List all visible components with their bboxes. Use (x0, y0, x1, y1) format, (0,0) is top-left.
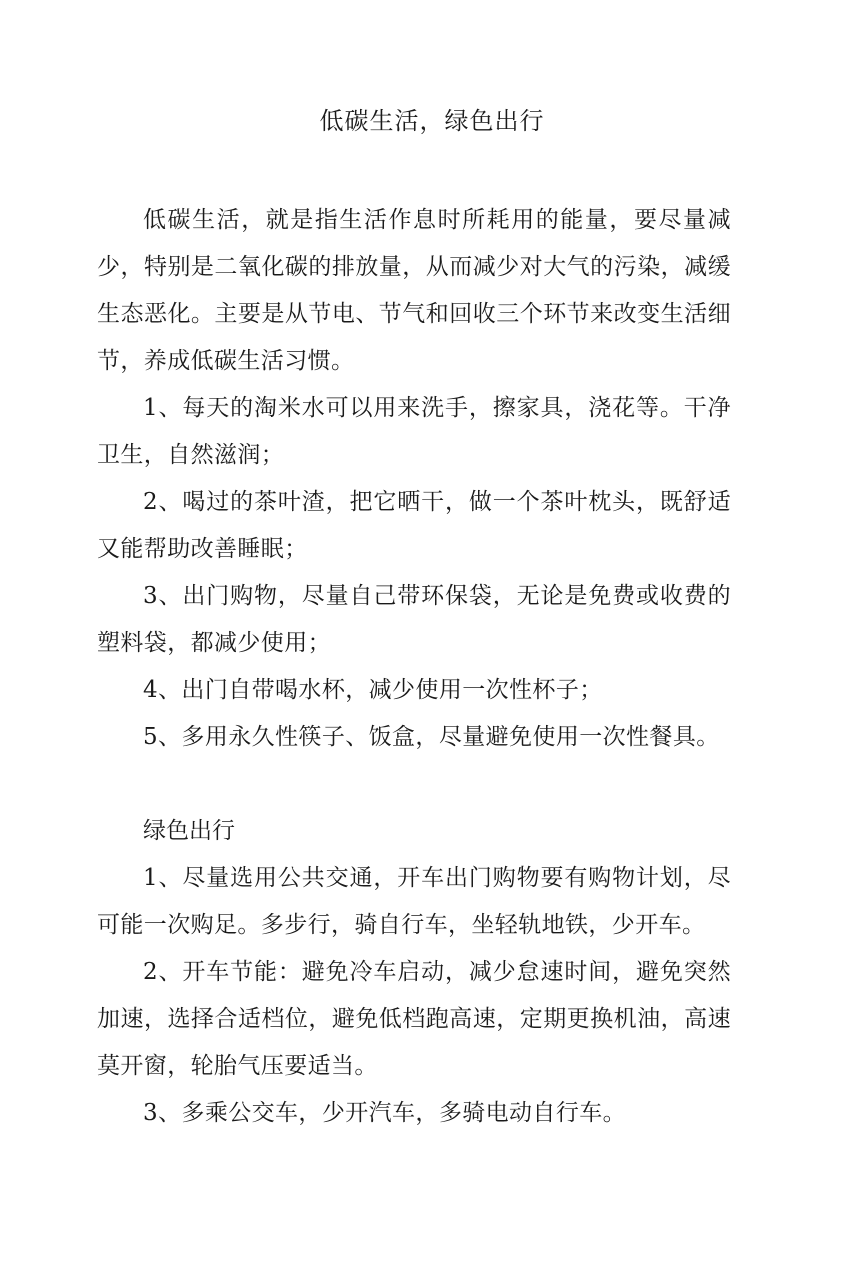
tip-paragraph: 1、尽量选用公共交通，开车出门购物要有购物计划，尽可能一次购足。多步行，骑自行车，坐轻轨地铁，少开车。 (97, 865, 731, 938)
document-body (97, 197, 731, 1137)
section-spacer (97, 761, 731, 808)
tip-paragraph: 3、多乘公交车，少开汽车，多骑电动自行车。 (143, 1100, 627, 1126)
intro-paragraph: 低碳生活，就是指生活作息时所耗用的能量，要尽量减少，特别是二氧化碳的排放量，从而减少对大气的污染，减缓生态恶化。主要是从节电、节气和回收三个环节来改变生活细节，养成低碳生活习惯。 (97, 207, 731, 374)
tip-paragraph: 5、多用永久性筷子、饭盒，尽量避免使用一次性餐具。 (143, 724, 720, 750)
tip-paragraph: 4、出门自带喝水杯，减少使用一次性杯子； (143, 677, 603, 703)
tip-paragraph: 2、喝过的茶叶渣，把它晒干，做一个茶叶枕头，既舒适又能帮助改善睡眠； (97, 489, 731, 562)
tip-paragraph: 3、出门购物，尽量自己带环保袋，无论是免费或收费的塑料袋，都减少使用； (97, 583, 731, 656)
document-title: 低碳生活，绿色出行 (319, 107, 545, 135)
section-heading: 绿色出行 (143, 818, 235, 844)
tip-paragraph: 2、开车节能：避免冷车启动，减少怠速时间，避免突然加速，选择合适档位，避免低档跑高速，定期更换机油，高速莫开窗，轮胎气压要适当。 (97, 959, 731, 1079)
tip-paragraph: 1、每天的淘米水可以用来洗手，擦家具，浇花等。干净卫生，自然滋润； (97, 395, 731, 468)
